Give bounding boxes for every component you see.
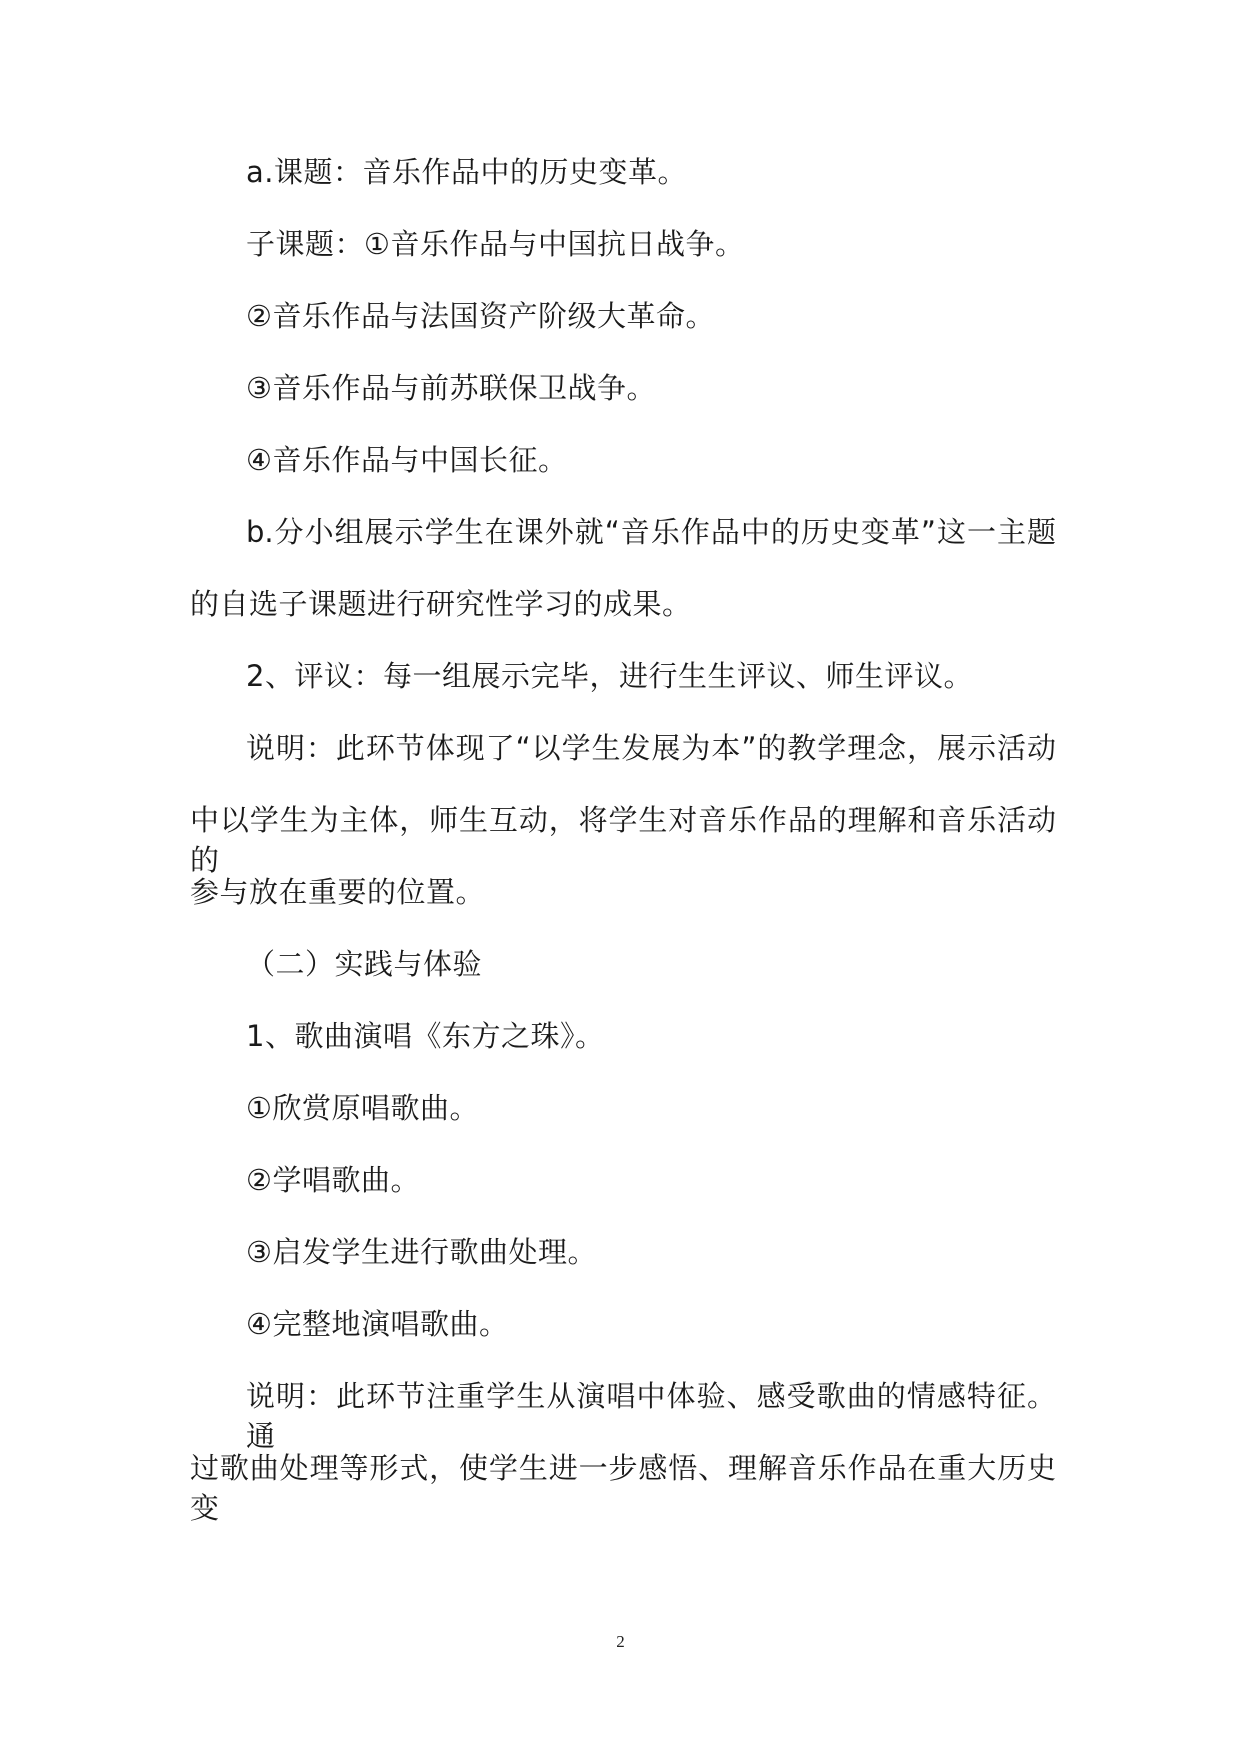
paragraph-b-line-2: 的自选子课题进行研究性学习的成果。 (190, 587, 692, 621)
topic-line: a.课题：音乐作品中的历史变革。 (246, 155, 687, 189)
subtopic-item-2: ②音乐作品与法国资产阶级大革命。 (246, 299, 715, 333)
subtopic-line: 子课题：①音乐作品与中国抗日战争。 (246, 227, 745, 261)
subtopic-item-3: ③音乐作品与前苏联保卫战争。 (246, 371, 656, 405)
song-step-1: ①欣赏原唱歌曲。 (246, 1091, 479, 1125)
song-step-2: ②学唱歌曲。 (246, 1163, 420, 1197)
song-line: 1、歌曲演唱《东方之珠》。 (246, 1019, 605, 1053)
note-2-line-1: 说明：此环节注重学生从演唱中体验、感受歌曲的情感特征。通 (246, 1379, 1056, 1453)
review-line: 2、评议：每一组展示完毕，进行生生评议、师生评议。 (246, 659, 973, 693)
page-number: 2 (616, 1632, 625, 1651)
note-1-line-2: 中以学生为主体，师生互动，将学生对音乐作品的理解和音乐活动的 (190, 803, 1056, 877)
note-1-line-3: 参与放在重要的位置。 (190, 875, 486, 909)
note-2-line-2: 过歌曲处理等形式，使学生进一步感悟、理解音乐作品在重大历史变 (190, 1451, 1056, 1525)
song-step-3: ③启发学生进行歌曲处理。 (246, 1235, 597, 1269)
section-heading: （二）实践与体验 (246, 947, 483, 981)
paragraph-b-line-1: b.分小组展示学生在课外就“音乐作品中的历史变革”这一主题 (246, 515, 1056, 549)
subtopic-item-4: ④音乐作品与中国长征。 (246, 443, 568, 477)
song-step-4: ④完整地演唱歌曲。 (246, 1307, 509, 1341)
note-1-line-1: 说明：此环节体现了“以学生发展为本”的教学理念，展示活动 (246, 731, 1056, 765)
